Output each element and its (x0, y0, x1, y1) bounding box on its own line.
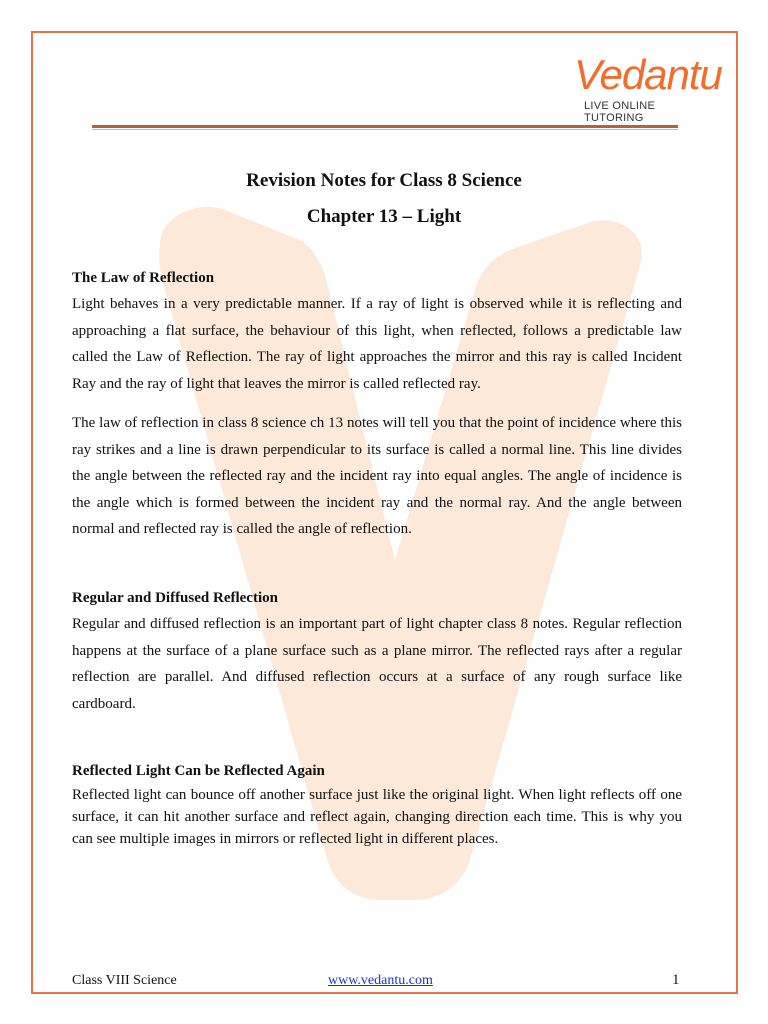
footer-website-link[interactable]: www.vedantu.com (328, 973, 433, 988)
paragraph: Reflected light can bounce off another surface just like the original light. When light reflects off one surface, it can hit another surface and reflect again, changing direction each time. This is why you can see multiple images in mirrors or reflected light in different places. (72, 787, 682, 847)
section-regular-diffused (72, 590, 682, 717)
vedantu-logo (572, 51, 722, 124)
logo-wordmark: Vedantu (574, 51, 722, 98)
section-heading: Regular and Diffused Reflection (72, 590, 278, 606)
paragraph: The law of reflection in class 8 science ch 13 notes will tell you that the point of incidence where this ray strikes and a line is drawn perpendicular to its surface is called a normal line. This line divides the angle between the reflected ray and the incident ray into equal angles. The angle of incidence is the angle which is formed between the incident ray and the normal ray. And the angle between normal and reflected ray is called the angle of reflection. (72, 415, 682, 537)
section-heading: The Law of Reflection (72, 270, 215, 286)
section-reflected-again (72, 763, 682, 850)
section-heading: Reflected Light Can be Reflected Again (72, 763, 325, 779)
chapter-title: Chapter 13 – Light (306, 206, 462, 227)
footer-subject: Class VIII Science (72, 973, 177, 988)
document-title: Revision Notes for Class 8 Science (246, 170, 522, 191)
page-number: 1 (672, 972, 680, 988)
header-rule (92, 125, 678, 128)
section-law-of-reflection (72, 270, 682, 543)
paragraph: Light behaves in a very predictable manner. If a ray of light is observed while it is reflecting and approaching a flat surface, the behaviour of this light, when reflected, follows a predictable law called the Law of Reflection. The ray of light approaches the mirror and this ray is called Incident Ray and the ray of light that leaves the mirror is called reflected ray. (72, 296, 682, 392)
header-rule-thin (92, 129, 678, 130)
logo-tagline: LIVE ONLINE TUTORING (584, 100, 656, 124)
paragraph: Regular and diffused reflection is an important part of light chapter class 8 notes. Regular reflection happens at the surface of a plane surface such as a plane mirror. The reflected rays after a regular reflection are parallel. And diffused reflection occurs at a surface of any rough surface like cardboard. (72, 616, 682, 712)
